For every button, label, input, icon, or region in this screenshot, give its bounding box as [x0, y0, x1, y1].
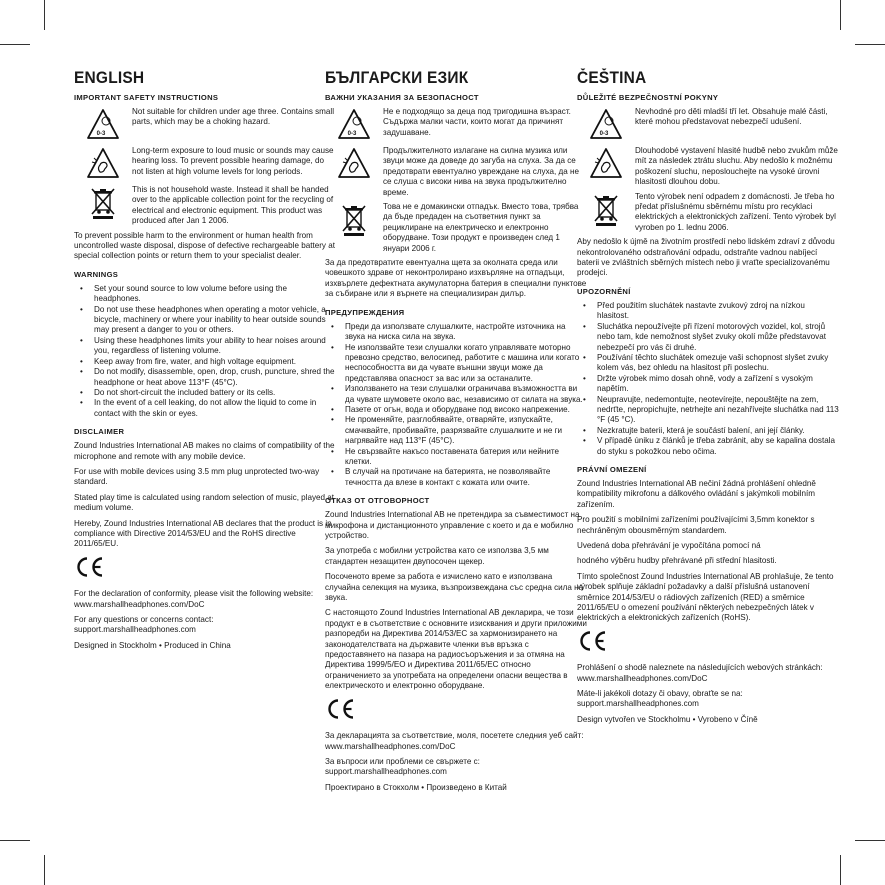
contact-paragraphs [74, 589, 336, 651]
waste-warning [577, 192, 839, 234]
warning-item: • Не променяйте, разглобявайте, отваряйте, изпускайте, смачквайте, пробивайте, разрязвайте слушалките и не ги нагрявайте над 113°F (45°C). [345, 415, 587, 446]
waste-warning [325, 202, 587, 254]
hearing-damage-warning-icon [577, 146, 635, 188]
paragraph: hodného výběru hudby přehrávané při střední hlasitosti. [577, 556, 777, 566]
paragraph: Zound Industries International AB nečiní žádná prohlášení ohledně kompatibility mikrofonu a dálkového ovládání s jakýmkoli mobilním zařízením. [577, 478, 816, 509]
disclaimer-heading: PRÁVNÍ OMEZENÍ [577, 464, 647, 474]
age-0-3-warning-icon [577, 107, 635, 142]
svg-text:0-3: 0-3 [347, 131, 357, 137]
paragraph: Hereby, Zound Industries International AB declares that the product is in compliance with Directive 2014/53/EU and the RoHS directive 2011/65/EU. [74, 518, 332, 549]
paragraph: Stated play time is calculated using random selection of music, played at medium volume. [74, 492, 335, 513]
environment-text: Aby nedošlo k újmě na životním prostředí nebo lidském zdraví z důvodu nekontrolovaného odstraňování odpadu, odstraňte vadnou nabíjecí baterii ve zvláštních sběrných místech nebo ji vraťte specializovanému prodejci. [577, 237, 835, 278]
warnings-list [74, 284, 336, 419]
disclaimer-heading: ОТКАЗ ОТ ОТГОВОРНОСТ [325, 496, 430, 506]
paragraph: Проектирано в Стокхолм • Произведено в Китай [325, 782, 507, 792]
ce-mark-icon [577, 630, 839, 655]
age-warning-text: Not suitable for children under age three. Contains small parts, which may be a choking hazard. [132, 107, 335, 127]
hearing-warning-text: Продължителното излагане на силна музика или звуци може да доведе до загуба на слуха. За да се предотврати евентуално увреждане на слуха, да не се слуша с високи нива на звука продължително време. [383, 146, 579, 197]
warning-item: • Пазете от огън, вода и оборудване под високо напрежение. [345, 405, 587, 415]
paragraph: For use with mobile devices using 3.5 mm plug unprotected two-way standard. [74, 466, 320, 487]
hearing-warning [325, 146, 587, 198]
crossed-out-wheelie-bin-icon [325, 202, 383, 254]
age-0-3-warning-icon [325, 107, 383, 142]
disclaimer-paragraphs [325, 510, 587, 692]
warning-item: • В случай на протичане на батерията, не позволявайте течността да влезе в контакт с кожата или очите. [345, 467, 587, 488]
ce-mark-icon [325, 698, 587, 723]
safety-heading: DŮLEŽITÉ BEZPEČNOSTNÍ POKYNY [577, 93, 719, 102]
warnings-heading: ПРЕДУПРЕЖДЕНИЯ [325, 307, 405, 317]
contact-paragraphs [325, 731, 587, 793]
crop-mark [44, 0, 45, 30]
paragraph: Designed in Stockholm • Produced in China [74, 640, 231, 650]
environment-text: За да предотвратите евентуална щета за околната среда или човешкото здраве от неконтролирано изхвърляне на отпадъци, изхвърлете дефектната акумулаторна батерия в специални пунктове за събиране или я върнете на специализиран дилър. [325, 258, 587, 299]
column-bulgarian [325, 70, 587, 798]
warning-item: • In the event of a cell leaking, do not allow the liquid to come in contact with the skin or eyes. [94, 398, 336, 419]
warning-item: • Преди да използвате слушалките, настройте източника на звука на ниска сила на звука. [345, 322, 587, 343]
crossed-out-wheelie-bin-icon [74, 185, 132, 227]
crop-mark [855, 44, 885, 45]
age-0-3-warning-icon [74, 107, 132, 142]
disclaimer-paragraphs [577, 479, 839, 624]
paragraph: За употреба с мобилни устройства като се използва 3,5 мм стандартен незащитен двупосочен щекер. [325, 546, 549, 566]
crossed-out-wheelie-bin-icon [577, 192, 635, 234]
hearing-warning-text: Long-term exposure to loud music or sounds may cause hearing loss. To prevent possible hearing damage, do not listen at high volume levels for long periods. [132, 146, 334, 176]
environment-text: To prevent possible harm to the environment or human health from uncontrolled waste disposal, dispose of defective rechargeable battery at special collection points or return them to your specialist dealer. [74, 230, 335, 261]
column-czech [577, 70, 839, 730]
warning-item: • Neupravujte, nedemontujte, neotevírejte, nepouštějte na zem, nedrťte, nepropichujte, netrhejte ani nezahřívejte sluchátka nad 113 °F (45 °C). [597, 395, 839, 426]
paragraph: С настоящото Zound Industries International AB декларира, че този продукт е в съответствие с основните изисквания и други приложими разпоредби на Директива 2014/53/ЕС за хармонизирането на законодателствата на държавите членки във връзка с предоставянето на пазара на радиосъоръжения и за отмяна на Директива 1999/5/ЕО и Директива 2011/65/ЕС относно ограничението за употребата на определени опасни вещества в електрическото и електронно оборудване. [325, 608, 587, 691]
warning-item: • Používání těchto sluchátek omezuje vaši schopnost slyšet zvuky kolem vás, bez ohledu na hlasitost při poslechu. [597, 353, 839, 374]
disclaimer-heading: DISCLAIMER [74, 427, 125, 437]
age-warning [74, 107, 336, 142]
crop-mark [0, 44, 30, 45]
age-warning [325, 107, 587, 142]
paragraph: Посоченото време за работа е изчислено като е използвана случайна селекция на музика, възпроизвеждана със средна сила на звука. [325, 572, 584, 603]
paragraph: Prohlášení o shodě naleznete na následujících webových stránkách: www.marshallheadphones.com/DoC [577, 663, 823, 683]
age-warning-text: Не е подходящо за деца под тригодишна възраст. Съдържа малки части, които могат да причинят задушаване. [383, 107, 571, 137]
crop-mark [44, 855, 45, 885]
crop-mark [855, 840, 885, 841]
warnings-list [325, 322, 587, 489]
crop-mark [840, 0, 841, 30]
warning-item: • Před použitím sluchátek nastavte zvukový zdroj na nízkou hlasitost. [597, 301, 839, 322]
warning-item: • Držte výrobek mimo dosah ohně, vody a zařízení s vysokým napětím. [597, 374, 839, 395]
crop-mark [840, 855, 841, 885]
paragraph: Tímto společnost Zound Industries International AB prohlašuje, že tento výrobek splňuje základní požadavky a další příslušná ustanovení směrnice 2014/53/EU o rádiových zařízeních (RED) a směrnice 2011/65/EU o omezení používání některých nebezpečných látek v elektrických a elektronických zařízeních (RoHS). [577, 571, 834, 623]
hearing-damage-warning-icon [325, 146, 383, 198]
age-warning-text: Nevhodné pro děti mladší tří let. Obsahuje malé části, které mohou představovat nebezpečí udušení. [635, 107, 828, 127]
language-title: ENGLISH [74, 69, 145, 88]
svg-text:0-3: 0-3 [96, 131, 106, 137]
warning-item: • Do not use these headphones when operating a motor vehicle, a bicycle, machinery or where your inability to hear outside sounds may present a danger to you or others. [94, 305, 336, 336]
paragraph: Zound Industries International AB не претендира за съвместимост на микрофона и дистанционното управление с което и да е мобилно устройство. [325, 510, 580, 540]
warning-item: • Do not modify, disassemble, open, drop, crush, puncture, shred the headphone or heat above 113°F (45°C). [94, 367, 336, 388]
hearing-warning [74, 146, 336, 181]
warnings-heading: WARNINGS [74, 269, 119, 279]
warning-item: • V případě úniku z článků je třeba zabránit, aby se kapalina dostala do styku s pokožkou nebo očima. [597, 436, 839, 457]
paragraph: For the declaration of conformity, please visit the following website: www.marshallheadphones.com/DoC [74, 589, 314, 609]
svg-text:0-3: 0-3 [599, 131, 609, 137]
age-warning [577, 107, 839, 142]
warnings-heading: UPOZORNĚNÍ [577, 286, 631, 296]
paragraph: За декларацията за съответствие, моля, посетете следния уеб сайт: www.marshallheadphones.com/DoC [325, 731, 584, 751]
paragraph: За въпроси или проблеми се свържете с: support.marshallheadphones.com [325, 756, 480, 777]
warning-item: • Не използвайте тези слушалки когато управлявате моторно превозно средство, велосипед, работите с машина или когато неспособността ви да чувате външни звуци може да представлява опасност за вас или за останалите. [345, 343, 587, 385]
hearing-warning [577, 146, 839, 188]
ce-mark-icon [74, 556, 336, 581]
paragraph: Design vytvořen ve Stockholmu • Vyrobeno v Číně [577, 714, 758, 724]
paragraph: For any questions or concerns contact: support.marshallheadphones.com [74, 615, 214, 635]
crop-mark [0, 840, 30, 841]
warnings-list [577, 301, 839, 457]
paragraph: Uvedená doba přehrávání je vypočítána pomocí ná [577, 541, 761, 550]
contact-paragraphs [577, 663, 839, 725]
safety-heading: ВАЖНИ УКАЗАНИЯ ЗА БЕЗОПАСНОСТ [325, 93, 479, 102]
paragraph: Zound Industries International AB makes no claims of compatibility of the microphone and remote with any mobile device. [74, 441, 335, 461]
paragraph: Máte-li jakékoli dotazy či obavy, obraťte se na: support.marshallheadphones.com [577, 689, 743, 709]
language-title: БЪЛГАРСКИ ЕЗИК [325, 69, 469, 88]
warning-item: • Sluchátka nepoužívejte při řízení motorových vozidel, kol, strojů nebo tam, kde nemožnost slyšet zvuky okolí může představovat nebezpečí pro vás či druhé. [597, 322, 839, 353]
safety-heading: IMPORTANT SAFETY INSTRUCTIONS [74, 93, 219, 102]
waste-warning-text: Tento výrobek není odpadem z domácnosti. Je třeba ho předat příslušnému sběrnému místu pro recyklaci elektrických a elektronických zařízení. Tento výrobek byl vyroben po 1. lednu 2006. [635, 191, 836, 232]
language-title: ČEŠTINA [577, 69, 647, 88]
waste-warning-text: Това не е домакински отпадък. Вместо това, трябва да бъде предаден на съответния пункт за рециклиране на електрическо и електронно оборудване. Този продукт е произведен след 1 януари 2006 г. [383, 202, 579, 253]
warning-item: • Do not short-circuit the included battery or its cells. [94, 388, 336, 398]
warning-item: • Keep away from fire, water, and high voltage equipment. [94, 357, 336, 367]
hearing-warning-text: Dlouhodobé vystavení hlasité hudbě nebo zvukům může mít za následek ztrátu sluchu. Aby nedošlo k možnému poškození sluchu, neposlouchejte na vysoké úrovni hlasitosti dlouhou dobu. [635, 146, 838, 187]
waste-warning [74, 185, 336, 227]
paragraph: Pro použití s mobilními zařízeními používajícími 3,5mm konektor s nechráněným obousměrným standardem. [577, 515, 815, 535]
warning-item: • Using these headphones limits your ability to hear noises around you, regardless of listening volume. [94, 336, 336, 357]
warning-item: • Използването на тези слушалки ограничава възможността ви да чувате шумовете около вас, независимо от силата на звука. [345, 384, 587, 405]
warning-item: • Nezkratujte baterii, která je součástí balení, ani její články. [597, 426, 839, 436]
column-english [74, 70, 336, 656]
hearing-damage-warning-icon [74, 146, 132, 181]
warning-item: • Set your sound source to low volume before using the headphones. [94, 284, 336, 305]
disclaimer-paragraphs [74, 441, 336, 550]
warning-item: • Не свързвайте накъсо поставената батерия или нейните клетки. [345, 447, 587, 468]
waste-warning-text: This is not household waste. Instead it shall be handed over to the applicable collection point for the recycling of electrical and electronic equipment. This product was produced after Jan 1 2006. [132, 185, 334, 226]
